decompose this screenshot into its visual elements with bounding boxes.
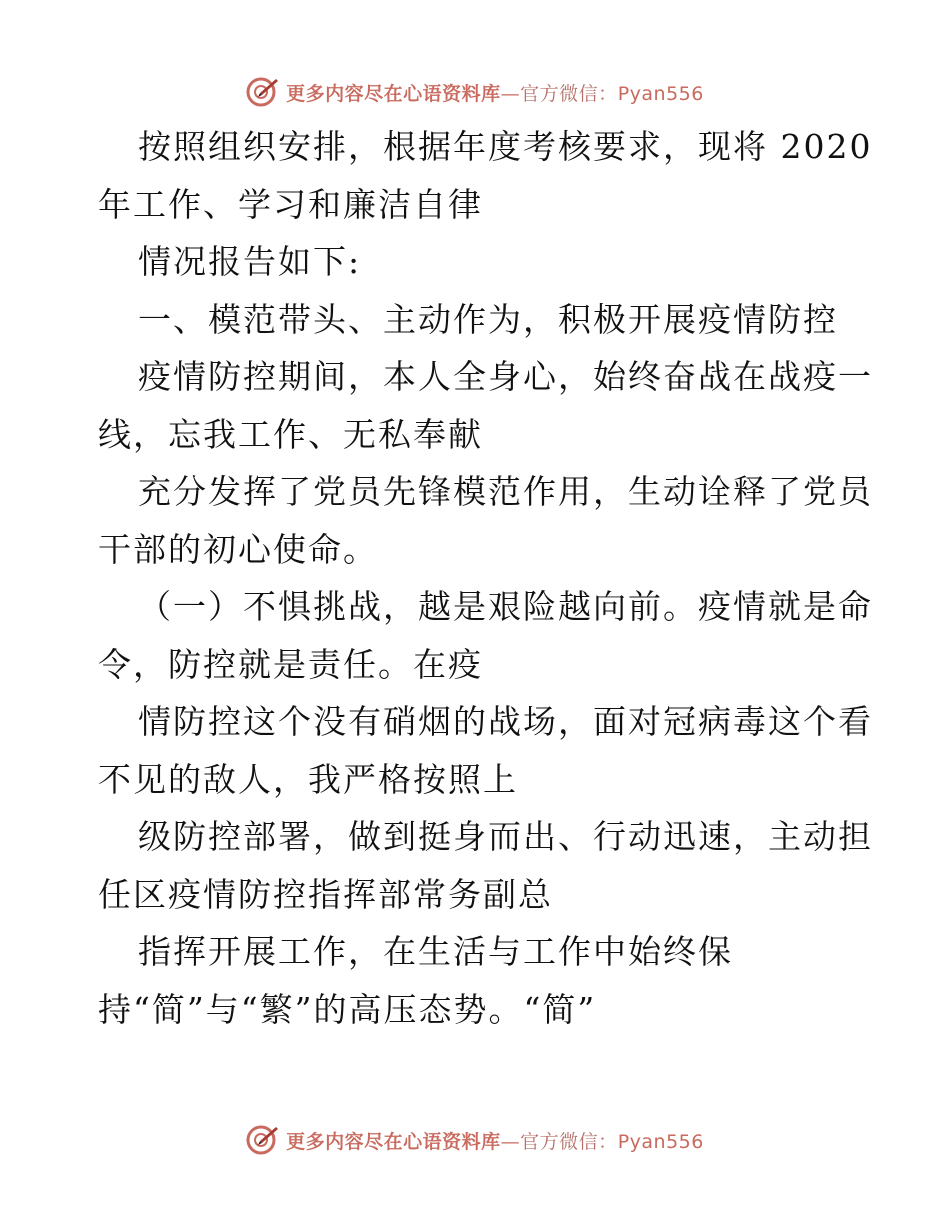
body-line: 情防控这个没有硝烟的战场，面对冠病毒这个看 <box>138 702 873 741</box>
watermark-main: 更多内容尽在心语资料库 <box>286 82 501 105</box>
body-line: 年工作、学习和廉洁自律 <box>98 184 483 224</box>
body-line: 任区疫情防控指挥部常务副总 <box>98 874 553 914</box>
watermark-official: 官方微信： <box>520 1130 618 1153</box>
body-line: 情况报告如下: <box>138 242 362 281</box>
body-line: 令，防控就是责任。在疫 <box>98 644 483 684</box>
body-line: 干部的初心使命。 <box>98 529 378 569</box>
body-line: 级防控部署，做到挺身而出、行动迅速，主动担 <box>138 817 873 856</box>
pen-logo-icon <box>246 1123 280 1157</box>
footer-watermark <box>0 1120 950 1160</box>
document-body <box>98 118 873 1038</box>
body-line: 疫情防控期间，本人全身心，始终奋战在战疫一 <box>138 357 873 396</box>
body-line: 不见的敌人，我严格按照上 <box>98 759 518 799</box>
watermark-dash: — <box>500 1130 521 1153</box>
body-line: 持“简”与“繁”的高压态势。“简” <box>98 989 597 1029</box>
watermark-dash: — <box>500 82 521 105</box>
watermark-id: Pyan556 <box>617 1130 704 1153</box>
watermark-main: 更多内容尽在心语资料库 <box>286 1130 501 1153</box>
watermark-id: Pyan556 <box>617 82 704 105</box>
body-line: 一、模范带头、主动作为，积极开展疫情防控 <box>138 299 838 339</box>
watermark-official: 官方微信： <box>520 82 618 105</box>
body-line: 充分发挥了党员先锋模范作用，生动诠释了党员 <box>138 472 873 511</box>
body-line: （一）不惧挑战，越是艰险越向前。疫情就是命 <box>138 587 873 626</box>
body-line: 指挥开展工作，在生活与工作中始终保 <box>138 932 733 971</box>
body-line: 线，忘我工作、无私奉献 <box>98 414 483 454</box>
watermark-text <box>286 79 704 106</box>
body-line: 按照组织安排，根据年度考核要求，现将 2020 <box>138 127 873 166</box>
pen-logo-icon <box>246 75 280 109</box>
header-watermark <box>0 72 950 112</box>
watermark-text <box>286 1127 704 1154</box>
